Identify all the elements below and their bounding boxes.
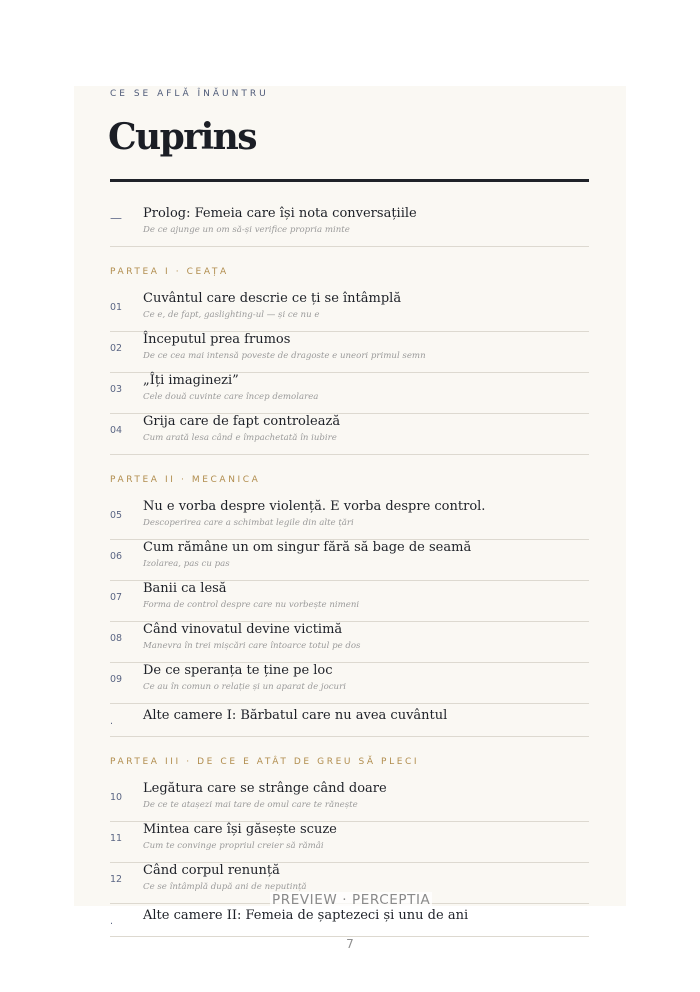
entry-number: 01 <box>110 302 123 313</box>
entry-title: Când vinovatul devine victimă <box>143 622 343 637</box>
entry-number: 09 <box>110 674 123 685</box>
entry-title: Cum rămâne un om singur fără să bage de seamă <box>143 540 472 555</box>
entry-title: Alte camere I: Bărbatul care nu avea cuvântul <box>143 708 448 723</box>
entry-number: — <box>110 211 122 225</box>
entry-number: 10 <box>110 792 123 803</box>
section-eyebrow: CE SE AFLĂ ÎNĂUNTRU <box>110 89 269 99</box>
entry-subtitle: Cele două cuvinte care încep demolarea <box>143 392 319 402</box>
entry-title: Cuvântul care descrie ce ți se întâmplă <box>143 291 402 306</box>
entry-number: 04 <box>110 425 123 436</box>
entry-title: „Îți imaginezi” <box>143 373 239 388</box>
toc-entry[interactable] <box>110 373 589 414</box>
entry-title: Prolog: Femeia care își nota conversațiile <box>143 206 417 221</box>
entry-subtitle: Ce se întâmplă după ani de neputință <box>143 882 307 892</box>
toc-entry[interactable] <box>110 908 589 937</box>
page-sheet <box>74 86 626 930</box>
part-heading: PARTEA I · CEAȚA <box>110 267 229 277</box>
preview-watermark: PREVIEW · PERCEPTIA <box>272 892 431 908</box>
entry-title: Mintea care își găsește scuze <box>143 822 337 837</box>
entry-number: 03 <box>110 384 123 395</box>
part-heading: PARTEA II · MECANICA <box>110 475 261 485</box>
entry-title: Legătura care se strânge când doare <box>143 781 387 796</box>
entry-subtitle: Forma de control despre care nu vorbește nimeni <box>143 600 360 610</box>
entry-subtitle: Ce e, de fapt, gaslighting-ul — și ce nu e <box>143 310 320 320</box>
entry-number: 02 <box>110 343 123 354</box>
entry-number: 08 <box>110 633 123 644</box>
entry-title: Când corpul renunță <box>143 863 280 878</box>
toc-entry[interactable] <box>110 581 589 622</box>
part-heading: PARTEA III · DE CE E ATÂT DE GREU SĂ PLECI <box>110 757 420 767</box>
page-title: Cuprins <box>108 116 256 158</box>
entry-title: Începutul prea frumos <box>143 332 291 347</box>
entry-subtitle: Descoperirea care a schimbat legile din alte țări <box>143 518 354 528</box>
title-divider <box>110 179 589 182</box>
entry-subtitle: De ce te atașezi mai tare de omul care te rănește <box>143 800 358 810</box>
entry-subtitle: Izolarea, pas cu pas <box>143 559 230 569</box>
entry-number: 07 <box>110 592 123 603</box>
entry-title: Grija care de fapt controlează <box>143 414 341 429</box>
entry-number: 06 <box>110 551 123 562</box>
page-number: 7 <box>346 937 354 951</box>
entry-title: Banii ca lesă <box>143 581 227 596</box>
toc-parts <box>110 267 589 937</box>
toc-entry[interactable] <box>110 822 589 863</box>
entry-title: Alte camere II: Femeia de șaptezeci și unu de ani <box>143 908 469 923</box>
entry-number: 05 <box>110 510 123 521</box>
entry-subtitle: Manevra în trei mișcări care întoarce totul pe dos <box>143 641 361 651</box>
entry-number: 12 <box>110 874 123 885</box>
toc-entry[interactable] <box>110 332 589 373</box>
entry-number: · <box>110 919 114 930</box>
entry-title: Nu e vorba despre violență. E vorba despre control. <box>143 499 486 514</box>
toc-entry[interactable] <box>110 540 589 581</box>
toc-entry[interactable] <box>110 781 589 822</box>
toc-entry[interactable] <box>110 663 589 704</box>
entry-number: · <box>110 719 114 730</box>
toc-entry[interactable] <box>110 499 589 540</box>
entry-number: 11 <box>110 833 123 844</box>
entry-subtitle: De ce ajunge un om să-și verifice propria minte <box>143 225 350 235</box>
entry-title: De ce speranța te ține pe loc <box>143 663 333 678</box>
entry-subtitle: Ce au în comun o relație și un aparat de jocuri <box>143 682 346 692</box>
toc-entry[interactable] <box>110 414 589 455</box>
entry-subtitle: Cum arată lesa când e împachetată în iubire <box>143 433 337 443</box>
entry-subtitle: Cum te convinge propriul creier să rămâi <box>143 841 324 851</box>
toc-entry[interactable] <box>110 622 589 663</box>
table-of-contents <box>110 206 589 937</box>
toc-entry-prolog[interactable] <box>110 206 589 247</box>
toc-entry[interactable] <box>110 708 589 737</box>
entry-subtitle: De ce cea mai intensă poveste de dragoste e uneori primul semn <box>143 351 426 361</box>
toc-entry[interactable] <box>110 291 589 332</box>
